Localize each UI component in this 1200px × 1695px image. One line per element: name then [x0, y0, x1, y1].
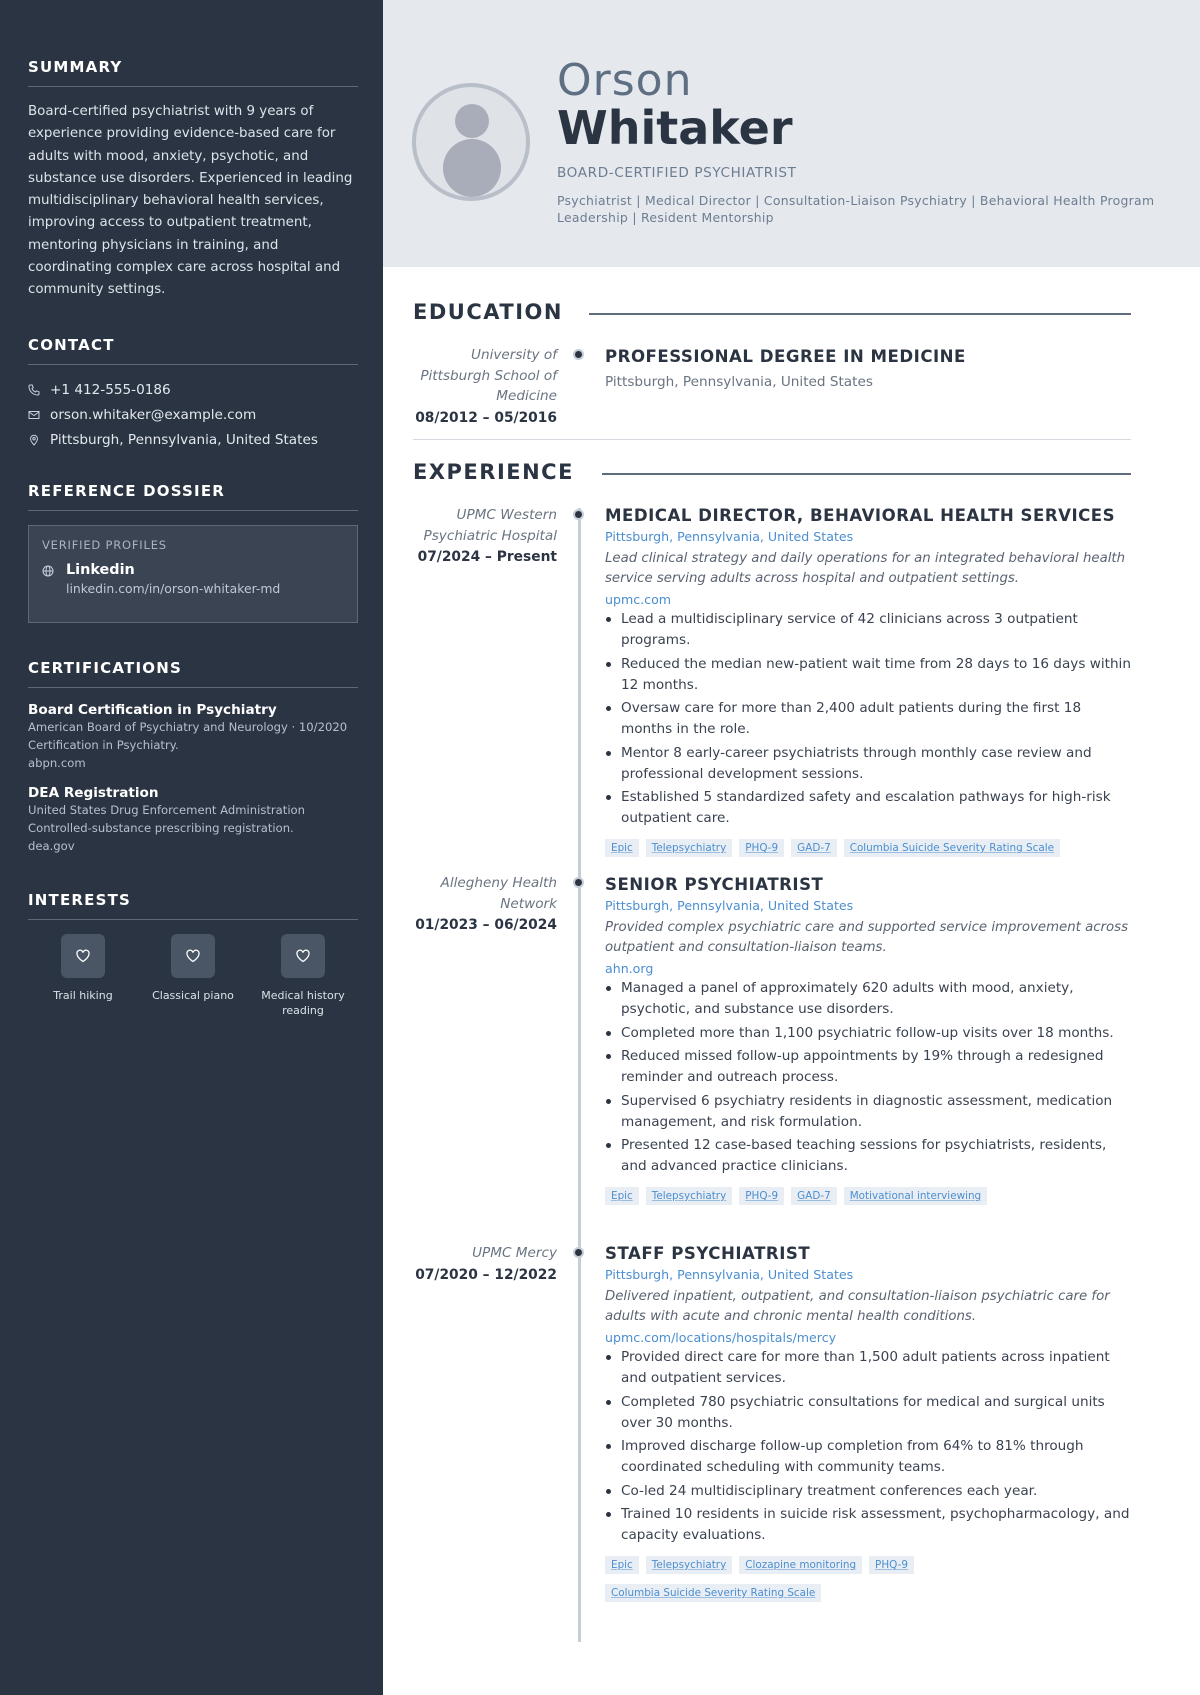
experience-dates: 01/2023 – 06/2024: [415, 917, 557, 933]
experience-date-column: [413, 1243, 557, 1283]
dossier-heading: REFERENCE DOSSIER: [28, 482, 358, 511]
contact-phone[interactable]: [28, 377, 358, 402]
experience-link[interactable]: ahn.org: [605, 961, 654, 976]
skill-tag[interactable]: PHQ-9: [739, 1187, 784, 1205]
certification-issuer: United States Drug Enforcement Administration: [28, 803, 305, 817]
experience-location: Pittsburgh, Pennsylvania, United States: [605, 529, 854, 544]
dossier-linkedin[interactable]: [42, 562, 344, 596]
skill-tag[interactable]: Epic: [605, 839, 639, 857]
experience-org: UPMC Mercy: [472, 1245, 557, 1261]
skill-tag[interactable]: Epic: [605, 1556, 639, 1574]
contact-email[interactable]: [28, 402, 358, 427]
dossier-section: [28, 482, 358, 623]
experience-bullet: Improved discharge follow-up completion from 64% to 81% through coordinated scheduling with community teams.: [605, 1436, 1131, 1478]
experience-bullet: Presented 12 case-based teaching sessions for psychiatrists, residents, and advanced practice clinicians.: [605, 1135, 1131, 1177]
dossier-box: [28, 525, 358, 623]
interest-label: Classical piano: [152, 989, 234, 1002]
dossier-name: Linkedin: [66, 562, 135, 578]
experience-description: Delivered inpatient, outpatient, and consultation-liaison psychiatric care for adults with acute and chronic mental health conditions.: [605, 1289, 1110, 1324]
certification-description: Controlled-substance prescribing registration.: [28, 821, 294, 835]
globe-icon: [42, 565, 54, 577]
dossier-url[interactable]: linkedin.com/in/orson-whitaker-md: [66, 581, 281, 596]
experience-bullet: Reduced the median new-patient wait time from 28 days to 16 days within 12 months.: [605, 654, 1131, 696]
experience-date-column: [413, 505, 557, 565]
experience-bullet: Mentor 8 early-career psychiatrists through monthly case review and professional development sessions.: [605, 743, 1131, 785]
heart-icon: [185, 948, 201, 964]
certification-title: DEA Registration: [28, 785, 159, 801]
experience-bullet: Established 5 standardized safety and escalation pathways for high-risk outpatient care.: [605, 787, 1131, 829]
experience-dates: 07/2020 – 12/2022: [415, 1266, 557, 1283]
certification-issuer: American Board of Psychiatry and Neurology · 10/2020: [28, 720, 348, 734]
profile-header: [383, 0, 1200, 267]
heart-icon: [295, 948, 311, 964]
interests-section: [28, 891, 358, 1018]
sidebar: [0, 0, 383, 1695]
experience-entry: [605, 875, 1131, 1215]
experience-bullet: Managed a panel of approximately 620 adults with mood, anxiety, psychotic, and substance use disorders.: [605, 978, 1131, 1020]
skill-tag[interactable]: Telepsychiatry: [646, 1187, 732, 1205]
skill-tag[interactable]: Clozapine monitoring: [739, 1556, 862, 1574]
summary-text: Board-certified psychiatrist with 9 years of experience providing evidence-based care for adults with mood, anxiety, psychotic, and substance use disorders. Experienced in leading multidisciplinary behavioral health services, improving access to outpatient treatment, mentoring physicians in training, and coordinating complex care across hospital and community settings.: [28, 104, 353, 298]
experience-role: STAFF PSYCHIATRIST: [605, 1244, 811, 1263]
first-name: Orson: [557, 55, 693, 106]
interest-item: [138, 934, 248, 1018]
heart-icon: [75, 948, 91, 964]
experience-divider: [602, 473, 1131, 475]
experience-bullet: Co-led 24 multidisciplinary treatment conferences each year.: [605, 1481, 1131, 1502]
education-date-column: [413, 345, 557, 426]
experience-entry: [605, 1244, 1131, 1612]
timeline-dot: [573, 877, 584, 888]
experience-bullet: Completed more than 1,100 psychiatric follow-up visits over 18 months.: [605, 1023, 1131, 1044]
experience-role: SENIOR PSYCHIATRIST: [605, 875, 824, 894]
experience-bullet: Trained 10 residents in suicide risk assessment, psychopharmacology, and capacity evaluations.: [605, 1504, 1131, 1546]
experience-org: UPMC Western Psychiatric Hospital: [423, 507, 557, 544]
skill-tag[interactable]: PHQ-9: [739, 839, 784, 857]
education-location: Pittsburgh, Pennsylvania, United States: [605, 374, 873, 390]
certification-title: Board Certification in Psychiatry: [28, 702, 277, 718]
certification-url[interactable]: dea.gov: [28, 839, 75, 853]
contact-location: [28, 427, 358, 452]
job-title: BOARD-CERTIFIED PSYCHIATRIST: [557, 165, 797, 181]
avatar: [412, 83, 530, 201]
experience-bullet: Supervised 6 psychiatry residents in diagnostic assessment, medication management, and risk formulation.: [605, 1091, 1131, 1133]
skill-tag[interactable]: Telepsychiatry: [646, 1556, 732, 1574]
interest-label: Medical history reading: [261, 989, 345, 1017]
certification-description: Certification in Psychiatry.: [28, 738, 179, 752]
contact-location-text: Pittsburgh, Pennsylvania, United States: [50, 431, 318, 448]
skill-tag[interactable]: Motivational interviewing: [844, 1187, 987, 1205]
experience-description: Lead clinical strategy and daily operations for an integrated behavioral health service serving adults across hospital and outpatient settings.: [605, 551, 1126, 586]
certifications-section: [28, 659, 358, 855]
dossier-label: VERIFIED PROFILES: [42, 538, 167, 552]
contact-heading: CONTACT: [28, 336, 358, 365]
summary-section: [28, 58, 358, 302]
location-pin-icon: [28, 434, 40, 446]
education-institution: University of Pittsburgh School of Medicine: [420, 347, 557, 404]
experience-timeline: [578, 508, 581, 1642]
tagline: Psychiatrist | Medical Director | Consultation-Liaison Psychiatry | Behavioral Health Program Leadership | Resident Mentorship: [557, 193, 1155, 225]
interest-item: [28, 934, 138, 1018]
contact-phone-text: +1 412-555-0186: [50, 381, 171, 398]
education-entry: [605, 347, 1131, 390]
timeline-dot: [573, 349, 584, 360]
skill-tag[interactable]: Epic: [605, 1187, 639, 1205]
skill-tag[interactable]: GAD-7: [791, 839, 837, 857]
skill-tag[interactable]: Telepsychiatry: [646, 839, 732, 857]
skill-tag[interactable]: PHQ-9: [869, 1556, 914, 1574]
experience-link[interactable]: upmc.com: [605, 592, 672, 607]
interest-item: [248, 934, 358, 1018]
education-heading: EDUCATION: [413, 300, 563, 324]
phone-icon: [28, 384, 40, 396]
experience-bullet: Reduced missed follow-up appointments by 19% through a redesigned reminder and outreach process.: [605, 1046, 1131, 1088]
experience-link[interactable]: upmc.com/locations/hospitals/mercy: [605, 1330, 837, 1345]
experience-heading: EXPERIENCE: [413, 460, 574, 484]
experience-date-column: [413, 873, 557, 933]
skill-tags: [605, 839, 1131, 867]
skill-tags: [605, 1187, 1131, 1215]
section-divider: [413, 439, 1131, 440]
summary-heading: SUMMARY: [28, 58, 358, 87]
experience-location: Pittsburgh, Pennsylvania, United States: [605, 898, 854, 913]
education-divider: [589, 313, 1131, 315]
contact-email-text: orson.whitaker@example.com: [50, 406, 257, 423]
experience-description: Provided complex psychiatric care and supported service improvement across outpatient and consultation-liaison teams.: [605, 920, 1128, 955]
experience-org: Allegheny Health Network: [440, 875, 557, 912]
experience-role: MEDICAL DIRECTOR, BEHAVIORAL HEALTH SERVICES: [605, 506, 1116, 525]
certification-item: [28, 785, 358, 855]
experience-bullet: Completed 780 psychiatric consultations for medical and surgical units over 30 months.: [605, 1392, 1131, 1434]
experience-entry: [605, 506, 1131, 867]
education-degree: PROFESSIONAL DEGREE IN MEDICINE: [605, 347, 966, 366]
experience-location: Pittsburgh, Pennsylvania, United States: [605, 1267, 854, 1282]
interest-label: Trail hiking: [53, 989, 113, 1002]
skill-tag[interactable]: Columbia Suicide Severity Rating Scale: [605, 1584, 821, 1602]
timeline-dot: [573, 1247, 584, 1258]
contact-section: [28, 336, 358, 452]
last-name: Whitaker: [557, 101, 793, 155]
skill-tag[interactable]: GAD-7: [791, 1187, 837, 1205]
experience-bullet: Lead a multidisciplinary service of 42 clinicians across 3 outpatient programs.: [605, 609, 1131, 651]
mail-icon: [28, 409, 40, 421]
experience-bullet: Oversaw care for more than 2,400 adult patients during the first 18 months in the role.: [605, 698, 1131, 740]
certification-item: [28, 702, 358, 772]
education-dates: 08/2012 – 05/2016: [415, 409, 557, 426]
interests-heading: INTERESTS: [28, 891, 358, 920]
timeline-dot: [573, 509, 584, 520]
certification-url[interactable]: abpn.com: [28, 756, 86, 770]
skill-tag[interactable]: Columbia Suicide Severity Rating Scale: [844, 839, 1060, 857]
experience-dates: 07/2024 – Present: [417, 549, 557, 565]
skill-tags: [605, 1556, 1131, 1612]
experience-bullet: Provided direct care for more than 1,500 adult patients across inpatient and outpatient services.: [605, 1347, 1131, 1389]
certifications-heading: CERTIFICATIONS: [28, 659, 358, 688]
